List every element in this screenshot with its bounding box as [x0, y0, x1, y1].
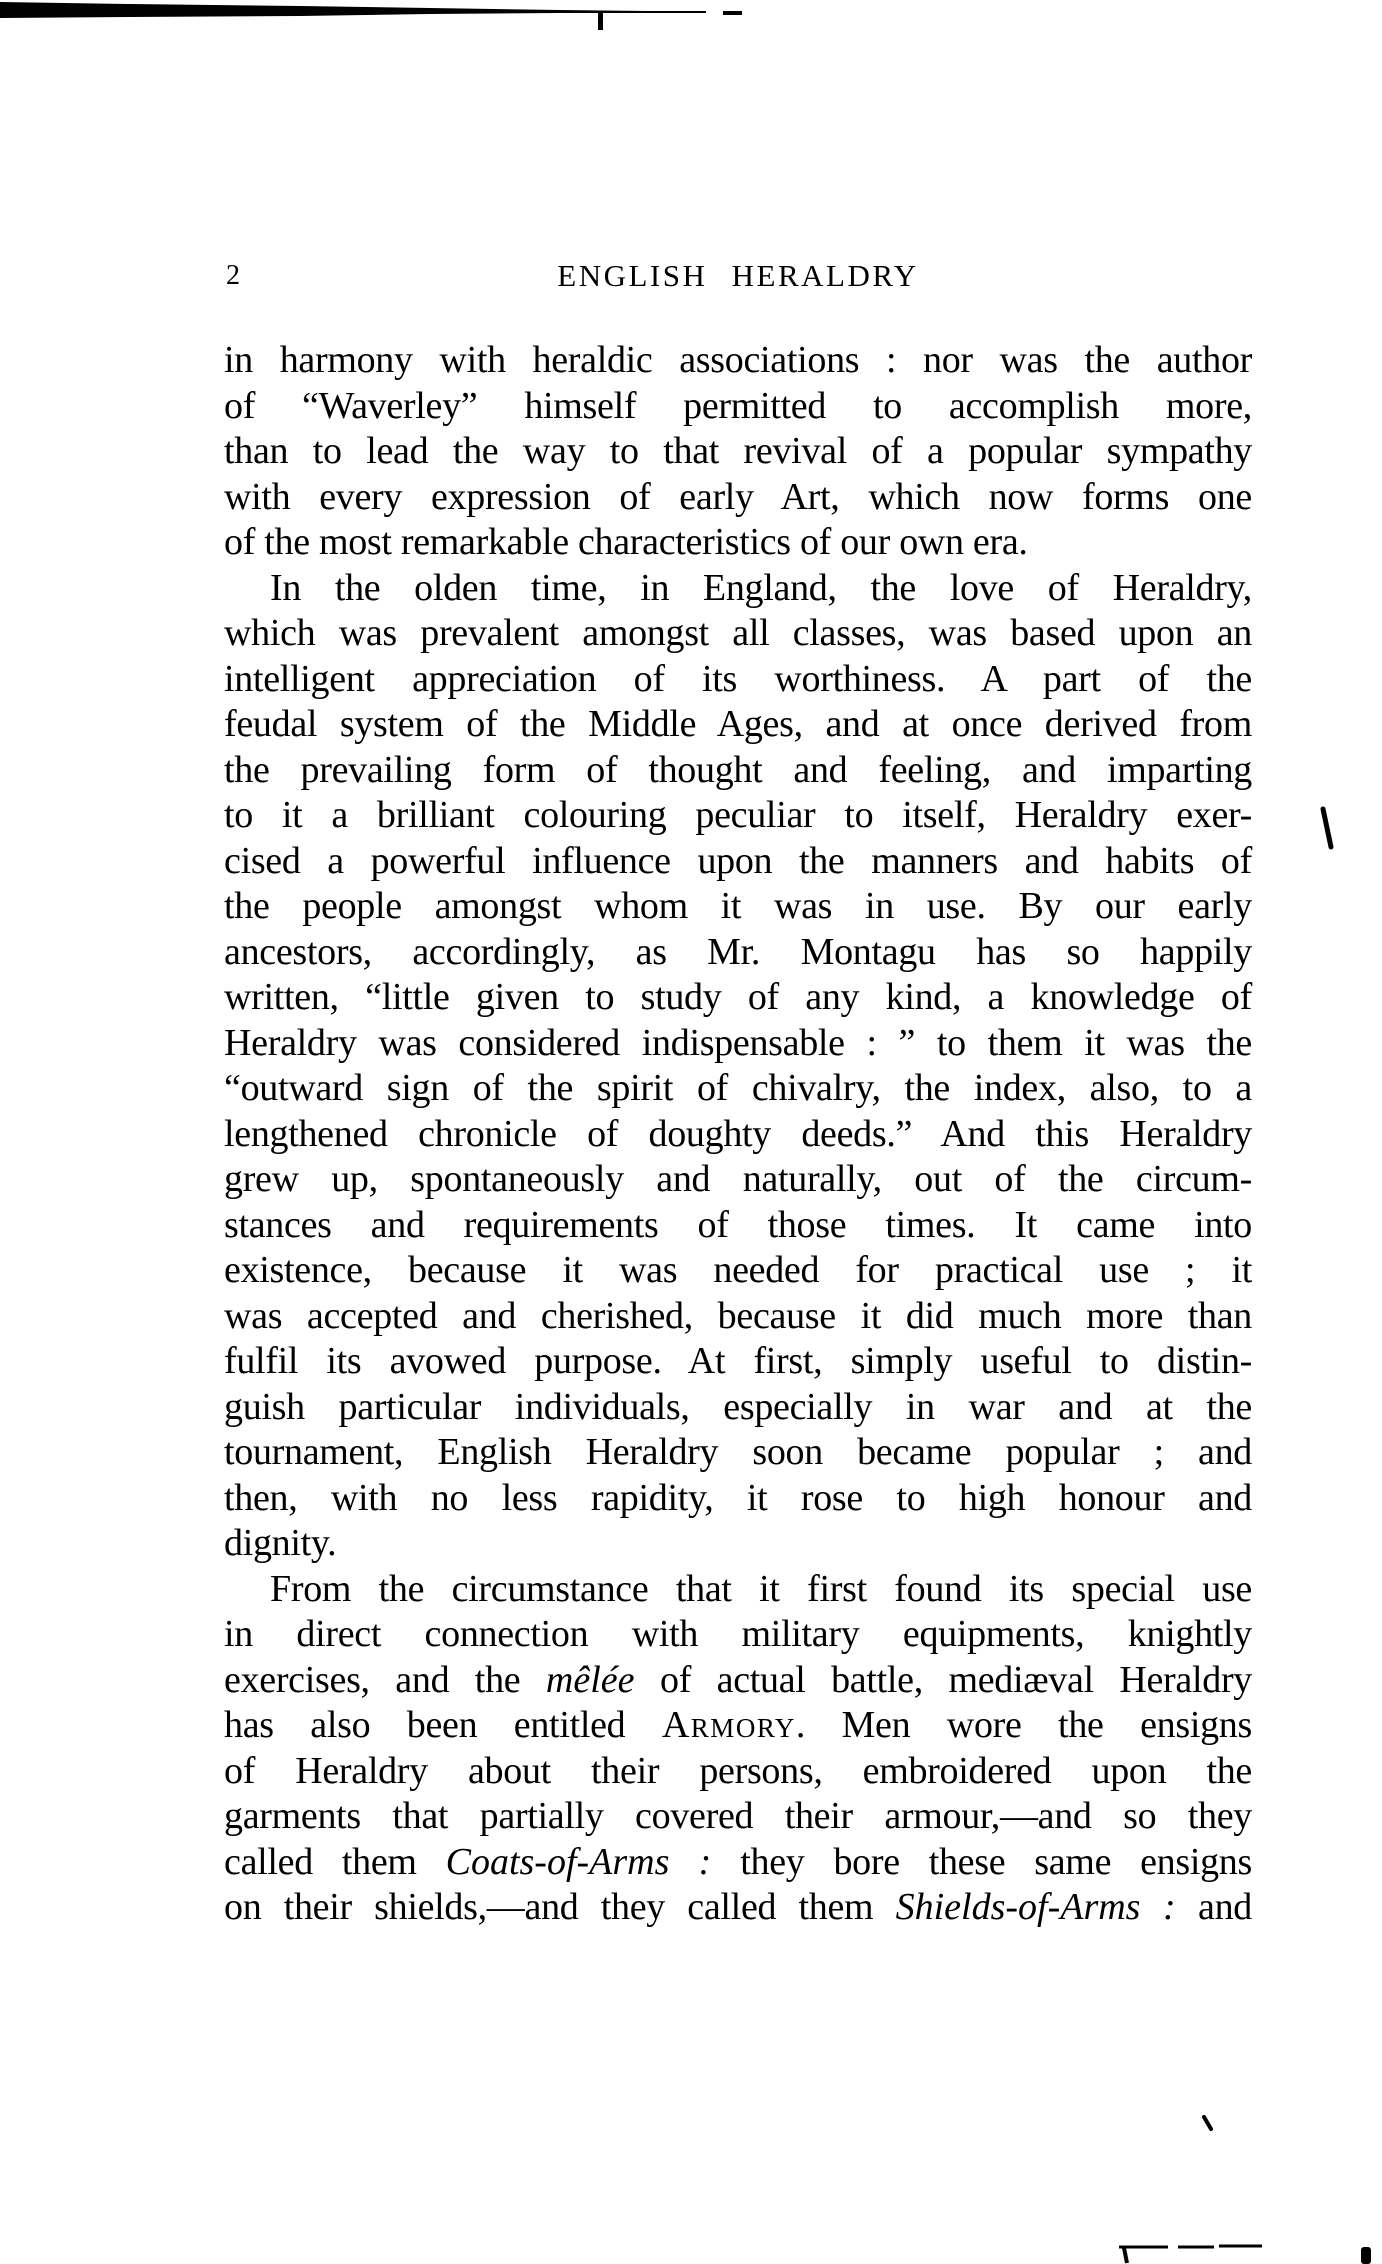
text-line: lengthened chronicle of doughty deeds.” And this Heraldry [224, 1112, 1252, 1155]
text-line: stances and requirements of those times. It came into [224, 1203, 1252, 1246]
text-line: in direct connection with military equipments, knightly [224, 1613, 1252, 1655]
text-line: was accepted and cherished, because it did much more than [224, 1294, 1252, 1337]
text-line: intelligent appreciation of its worthiness. A part of the [224, 657, 1252, 700]
paragraph [224, 1567, 1252, 1931]
corner-mark-tick [1124, 2248, 1127, 2263]
text-line: existence, because it was needed for practical use ; it [224, 1249, 1252, 1291]
text-line: cised a powerful influence upon the manners and habits of [224, 839, 1252, 882]
text-line: grew up, spontaneously and naturally, out of the circum- [224, 1158, 1252, 1200]
text-line: exercises, and the mêlée of actual battle, mediæval Heraldry [224, 1658, 1252, 1701]
text-line: dignity. [224, 1522, 337, 1564]
text-line: of “Waverley” himself permitted to accomplish more, [224, 384, 1252, 427]
page-header [224, 256, 1252, 298]
paragraph [224, 566, 1252, 1567]
text-line: which was prevalent amongst all classes, was based upon an [224, 612, 1252, 654]
text-line: of the most remarkable characteristics of our own era. [224, 521, 1028, 563]
text-line: called them Coats-of-Arms : they bore these same ensigns [224, 1840, 1252, 1883]
text-line: with every expression of early Art, which now forms one [224, 475, 1252, 518]
text-line: guish particular individuals, especially in war and at the [224, 1385, 1252, 1428]
text-block [224, 338, 1252, 1931]
text-line: on their shields,—and they called them Shields-of-Arms : and [224, 1886, 1252, 1928]
paragraph [224, 338, 1252, 566]
text-line: written, “little given to study of any kind, a knowledge of [224, 976, 1252, 1018]
text-line: tournament, English Heraldry soon became popular ; and [224, 1431, 1252, 1473]
pen-tick-mark [1204, 2117, 1211, 2129]
text-line: than to lead the way to that revival of a popular sympathy [224, 430, 1252, 472]
page-number: 2 [226, 260, 240, 291]
text-line: From the circumstance that it first found its special use [270, 1567, 1252, 1610]
pen-slash-mark [1323, 809, 1331, 847]
text-line: Heraldry was considered indispensable : ” to them it was the [224, 1021, 1252, 1064]
text-line: In the olden time, in England, the love of Heraldry, [270, 566, 1252, 609]
text-line: fulfil its avowed purpose. At first, simply useful to distin- [224, 1340, 1252, 1382]
text-line: the people amongst whom it was in use. By our early [224, 885, 1252, 927]
bottom-ink-blob [1361, 2247, 1371, 2264]
top-dash-mark [723, 11, 742, 15]
text-line: “outward sign of the spirit of chivalry, the index, also, to a [224, 1067, 1252, 1109]
running-title: ENGLISH HERALDRY [557, 258, 919, 293]
text-line: of Heraldry about their persons, embroidered upon the [224, 1749, 1252, 1792]
text-line: garments that partially covered their armour,—and so they [224, 1795, 1252, 1837]
text-line: feudal system of the Middle Ages, and at once derived from [224, 703, 1252, 745]
text-line: has also been entitled Armory. Men wore the ensigns [224, 1704, 1252, 1746]
text-line: then, with no less rapidity, it rose to high honour and [224, 1476, 1252, 1519]
text-line: to it a brilliant colouring peculiar to itself, Heraldry exer- [224, 794, 1252, 836]
text-line: the prevailing form of thought and feeling, and imparting [224, 748, 1252, 791]
ink-smudge-tick [598, 13, 603, 30]
text-line: in harmony with heraldic associations : nor was the author [224, 339, 1252, 381]
ink-smudge-band [0, 2, 706, 18]
text-line: ancestors, accordingly, as Mr. Montagu has so happily [224, 930, 1252, 973]
